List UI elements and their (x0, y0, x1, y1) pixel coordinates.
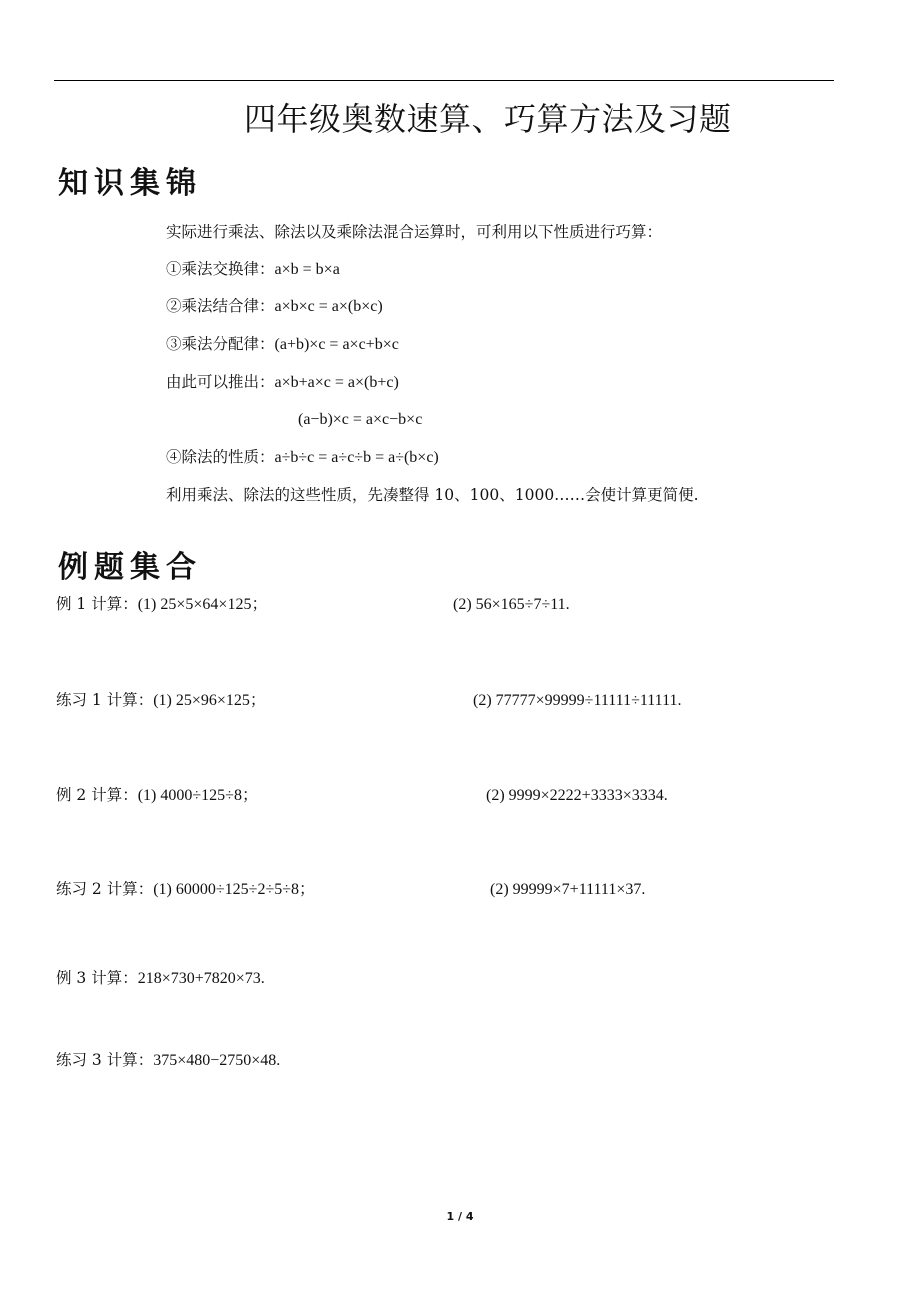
exercise-label: 练习 2 计算： (56, 880, 154, 898)
rule-commutative (166, 259, 340, 280)
exercise-part-1: (1) 60000÷125÷2÷5÷8； (153, 881, 316, 898)
knowledge-conclusion: 利用乘法、除法的这些性质，先凑整得 10、100、1000……会使计算更简便. (166, 486, 699, 504)
exercise-part-2: (2) 99999×7+11111×37. (490, 881, 646, 898)
rule-formula: (a−b)×c = a×c−b×c (298, 411, 423, 428)
practice-2 (56, 879, 315, 900)
exercise-part-1: (1) 25×96×125； (153, 692, 266, 709)
rule-formula: a÷b÷c = a÷c÷b = a÷(b×c) (274, 449, 439, 466)
exercise-label: 例 2 计算： (56, 786, 138, 804)
example-1 (56, 594, 267, 615)
practice-3 (56, 1050, 280, 1071)
rule-formula: a×b = b×a (274, 261, 340, 278)
rule-derived-2 (298, 409, 422, 430)
exercise-label: 例 3 计算： (56, 969, 138, 987)
rule-distributive (166, 334, 399, 355)
exercise-label: 例 1 计算： (56, 595, 138, 613)
rule-formula: a×b×c = a×(b×c) (274, 298, 383, 315)
knowledge-intro: 实际进行乘法、除法以及乘除法混合运算时，可利用以下性质进行巧算： (166, 223, 663, 241)
exercise-part-1: (1) 4000÷125÷8； (137, 787, 258, 804)
exercise-part-2: (2) 77777×99999÷11111÷11111. (473, 692, 682, 709)
rule-division (166, 447, 439, 468)
rule-label: ②乘法结合律： (166, 297, 275, 315)
example-2-part-2 (486, 785, 668, 806)
section-heading-examples: 例题集合 (58, 550, 202, 585)
exercise-label: 练习 3 计算： (56, 1051, 154, 1069)
rule-formula: (a+b)×c = a×c+b×c (274, 336, 399, 353)
section-heading-knowledge: 知识集锦 (58, 166, 202, 201)
exercise-part-1: (1) 25×5×64×125； (137, 596, 268, 613)
rule-associative (166, 296, 383, 317)
practice-2-part-2 (490, 879, 645, 900)
rule-label: ④除法的性质： (166, 448, 275, 466)
practice-1-part-2 (473, 690, 682, 711)
rule-label: ①乘法交换律： (166, 260, 275, 278)
exercise-label: 练习 1 计算： (56, 691, 154, 709)
example-2 (56, 785, 258, 806)
rule-label: ③乘法分配律： (166, 335, 275, 353)
exercise-part-1: 375×480−2750×48. (153, 1052, 281, 1069)
rule-derived-1 (166, 372, 399, 393)
exercise-part-2: (2) 56×165÷7÷11. (453, 596, 570, 613)
exercise-part-2: (2) 9999×2222+3333×3334. (486, 787, 668, 804)
exercise-part-1: 218×730+7820×73. (137, 970, 265, 987)
page-number: 1 / 4 (446, 1210, 474, 1223)
rule-label: 由此可以推出： (166, 373, 275, 391)
rule-formula: a×b+a×c = a×(b+c) (274, 374, 399, 391)
practice-1 (56, 690, 266, 711)
example-3 (56, 968, 265, 989)
page-title: 四年级奥数速算、巧算方法及习题 (244, 100, 732, 138)
header-rule (54, 80, 834, 81)
example-1-part-2 (453, 594, 570, 615)
